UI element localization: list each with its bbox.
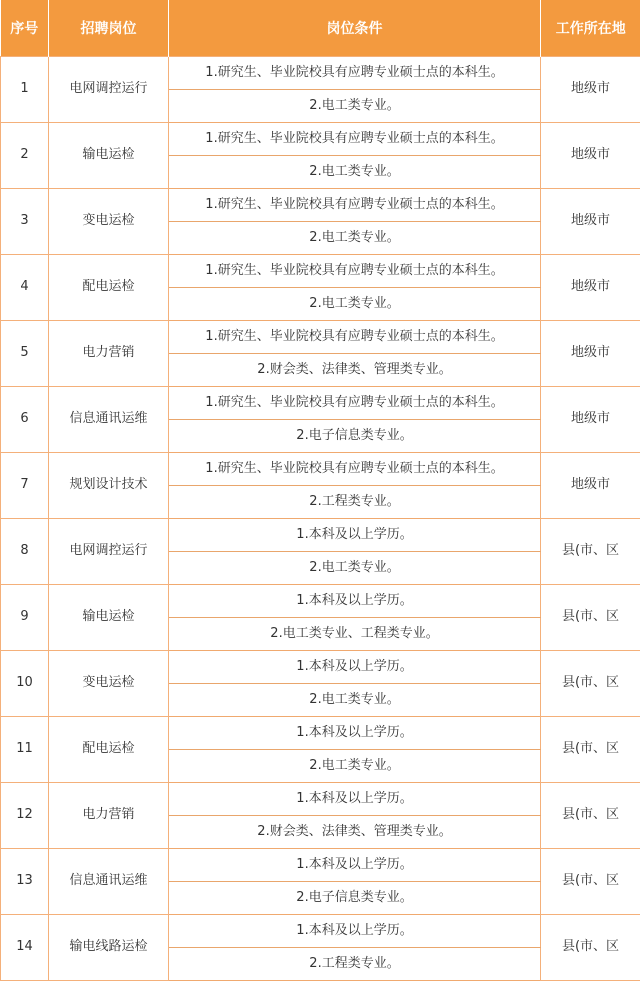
row-number: 1 [1,56,49,122]
requirement-2: 2.工程类专业。 [169,947,541,980]
position-name: 配电运检 [49,254,169,320]
row-number: 11 [1,716,49,782]
row-number: 9 [1,584,49,650]
requirement-2: 2.电工类专业。 [169,287,541,320]
requirement-2: 2.电工类专业。 [169,683,541,716]
requirement-2: 2.电工类专业。 [169,221,541,254]
table-row [1,518,640,551]
work-location: 县(市、区 [541,650,640,716]
table-row [1,650,640,683]
requirement-2: 2.电子信息类专业。 [169,419,541,452]
table-row [1,584,640,617]
requirement-1: 1.本科及以上学历。 [169,518,541,551]
table-row [1,386,640,419]
row-number: 8 [1,518,49,584]
row-number: 4 [1,254,49,320]
position-name: 电力营销 [49,782,169,848]
table-row [1,452,640,485]
requirement-1: 1.研究生、毕业院校具有应聘专业硕士点的本科生。 [169,188,541,221]
work-location: 地级市 [541,452,640,518]
position-name: 电网调控运行 [49,56,169,122]
row-number: 14 [1,914,49,980]
requirement-2: 2.电工类专业。 [169,155,541,188]
row-number: 13 [1,848,49,914]
table-row [1,782,640,815]
requirement-1: 1.研究生、毕业院校具有应聘专业硕士点的本科生。 [169,386,541,419]
header-requirements: 岗位条件 [169,0,541,56]
requirement-2: 2.电工类专业。 [169,89,541,122]
requirement-2: 2.财会类、法律类、管理类专业。 [169,353,541,386]
position-name: 配电运检 [49,716,169,782]
work-location: 地级市 [541,122,640,188]
requirement-1: 1.研究生、毕业院校具有应聘专业硕士点的本科生。 [169,56,541,89]
position-name: 电力营销 [49,320,169,386]
table-row [1,716,640,749]
requirement-1: 1.研究生、毕业院校具有应聘专业硕士点的本科生。 [169,452,541,485]
row-number: 10 [1,650,49,716]
table-row [1,254,640,287]
requirement-2: 2.电工类专业。 [169,551,541,584]
position-name: 信息通讯运维 [49,386,169,452]
work-location: 县(市、区 [541,848,640,914]
requirement-1: 1.研究生、毕业院校具有应聘专业硕士点的本科生。 [169,320,541,353]
requirement-1: 1.本科及以上学历。 [169,782,541,815]
work-location: 县(市、区 [541,584,640,650]
header-row [1,0,640,56]
position-name: 输电运检 [49,584,169,650]
table-header [1,0,640,56]
requirement-2: 2.电工类专业。 [169,749,541,782]
table-row [1,122,640,155]
position-name: 电网调控运行 [49,518,169,584]
requirement-1: 1.本科及以上学历。 [169,716,541,749]
work-location: 地级市 [541,320,640,386]
table-row [1,320,640,353]
table-body [1,56,640,980]
position-name: 变电运检 [49,188,169,254]
position-name: 信息通讯运维 [49,848,169,914]
header-position: 招聘岗位 [49,0,169,56]
header-num: 序号 [1,0,49,56]
requirement-1: 1.本科及以上学历。 [169,650,541,683]
requirement-1: 1.研究生、毕业院校具有应聘专业硕士点的本科生。 [169,122,541,155]
row-number: 3 [1,188,49,254]
table-row [1,914,640,947]
requirement-1: 1.本科及以上学历。 [169,584,541,617]
position-name: 输电运检 [49,122,169,188]
requirement-2: 2.财会类、法律类、管理类专业。 [169,815,541,848]
row-number: 6 [1,386,49,452]
row-number: 7 [1,452,49,518]
work-location: 地级市 [541,56,640,122]
position-name: 规划设计技术 [49,452,169,518]
position-name: 变电运检 [49,650,169,716]
work-location: 县(市、区 [541,914,640,980]
work-location: 县(市、区 [541,782,640,848]
requirement-1: 1.研究生、毕业院校具有应聘专业硕士点的本科生。 [169,254,541,287]
table-row [1,56,640,89]
row-number: 12 [1,782,49,848]
work-location: 地级市 [541,188,640,254]
table-row [1,848,640,881]
work-location: 县(市、区 [541,518,640,584]
work-location: 地级市 [541,254,640,320]
row-number: 2 [1,122,49,188]
requirement-2: 2.电工类专业、工程类专业。 [169,617,541,650]
header-location: 工作所在地 [541,0,640,56]
requirement-2: 2.电子信息类专业。 [169,881,541,914]
work-location: 县(市、区 [541,716,640,782]
requirement-1: 1.本科及以上学历。 [169,914,541,947]
position-name: 输电线路运检 [49,914,169,980]
row-number: 5 [1,320,49,386]
requirement-2: 2.工程类专业。 [169,485,541,518]
work-location: 地级市 [541,386,640,452]
table-row [1,188,640,221]
requirement-1: 1.本科及以上学历。 [169,848,541,881]
